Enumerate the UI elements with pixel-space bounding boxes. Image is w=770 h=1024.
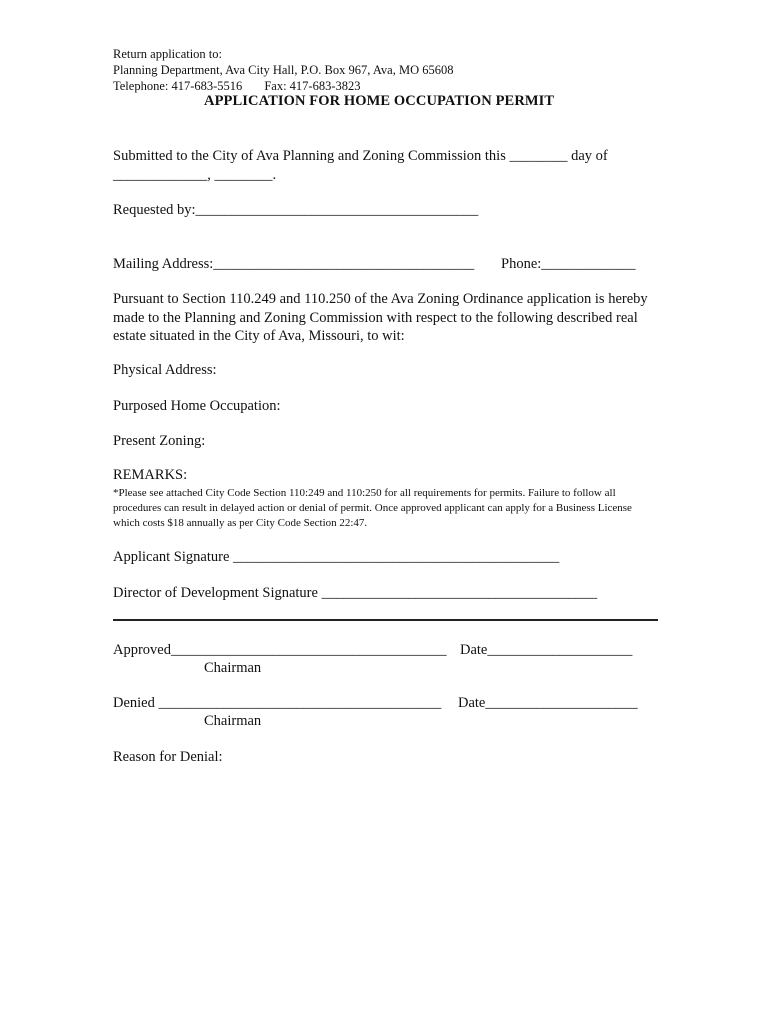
telephone-number: Telephone: 417-683-5516 — [113, 79, 243, 93]
present-zoning-label: Present Zoning: — [113, 433, 206, 449]
requested-by-field[interactable]: Requested by:_______________________________________ — [113, 202, 479, 218]
approved-chairman-label: Chairman — [204, 660, 262, 676]
director-signature-field[interactable]: Director of Development Signature ______________________________________ — [113, 585, 598, 601]
mailing-address-field[interactable]: Mailing Address:____________________________________ — [113, 256, 475, 272]
page-title: APPLICATION FOR HOME OCCUPATION PERMIT — [204, 93, 555, 109]
fax-number: Fax: 417-683-3823 — [264, 79, 361, 93]
denied-chairman-label: Chairman — [204, 713, 262, 729]
section-divider — [113, 619, 658, 621]
remarks-label: REMARKS: — [113, 467, 188, 483]
department-address: Planning Department, Ava City Hall, P.O. Box 967, Ava, MO 65608 — [113, 63, 454, 77]
pursuant-paragraph: Pursuant to Section 110.249 and 110.250 of the Ava Zoning Ordinance application is hereby made to the Planning and Zoning Commission with respect to the following described real estate situated in the City of Ava, Missouri, to wit: — [113, 291, 648, 344]
applicant-signature-field[interactable]: Applicant Signature _____________________________________________ — [113, 549, 560, 565]
phone-field[interactable]: Phone:_____________ — [501, 256, 636, 272]
denied-date-field[interactable]: Date_____________________ — [458, 695, 638, 711]
approved-date-field[interactable]: Date____________________ — [460, 642, 633, 658]
submitted-line-2: _____________, ________. — [113, 167, 277, 183]
purposed-home-occupation-label: Purposed Home Occupation: — [113, 398, 281, 414]
remarks-text: *Please see attached City Code Section 110:249 and 110:250 for all requirements for permits. Failure to follow all procedures can result in delayed action or denial of permit. Once approved applicant can apply for a Business License which costs $18 annually as per City Code Section 22:47. — [113, 487, 632, 529]
return-to-label: Return application to: — [113, 47, 223, 61]
physical-address-label: Physical Address: — [113, 362, 217, 378]
submitted-line-1: Submitted to the City of Ava Planning and Zoning Commission this ________ day of — [113, 148, 608, 164]
telephone-fax-line — [113, 78, 361, 94]
denied-field[interactable]: Denied _______________________________________ — [113, 695, 442, 711]
approved-field[interactable]: Approved______________________________________ — [113, 642, 447, 658]
reason-for-denial-label: Reason for Denial: — [113, 749, 223, 765]
